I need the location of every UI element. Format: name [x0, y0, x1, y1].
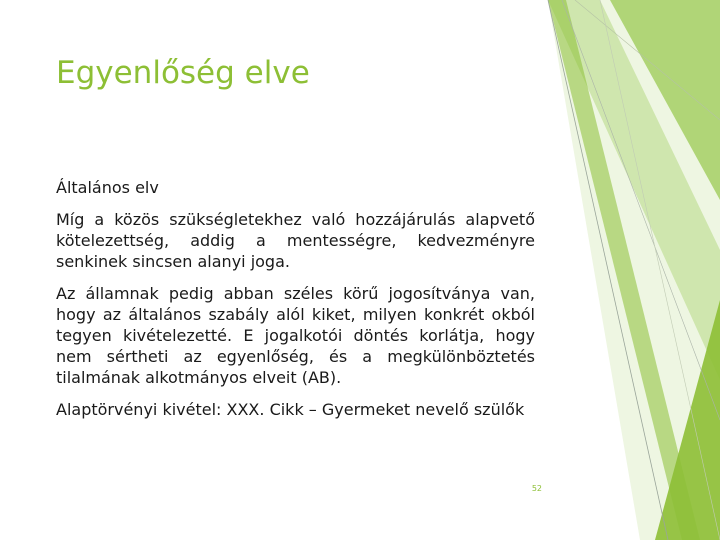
body-heading: Általános elv	[56, 178, 159, 197]
slide-body	[56, 177, 535, 420]
body-paragraph-3: Alaptörvényi kivétel: XXX. Cikk – Gyermeket nevelő szülők	[56, 400, 525, 419]
body-paragraph-2: Az államnak pedig abban széles körű jogosítványa van, hogy az általános szabály alól kiket, milyen konkrét okból tegyen kivételezetté. E jogalkotói döntés korlátja, hogy nem sértheti az egyenlőség, és a megkülönböztetés tilalmának alkotmányos elveit (AB).	[56, 284, 535, 387]
body-paragraph-1: Míg a közös szükségletekhez való hozzájárulás alapvető kötelezettség, addig a mentességre, kedvezményre senkinek sincsen alanyi joga.	[56, 210, 535, 271]
slide-title: Egyenlőség elve	[56, 55, 310, 91]
slide-page-number: 52	[531, 484, 542, 493]
